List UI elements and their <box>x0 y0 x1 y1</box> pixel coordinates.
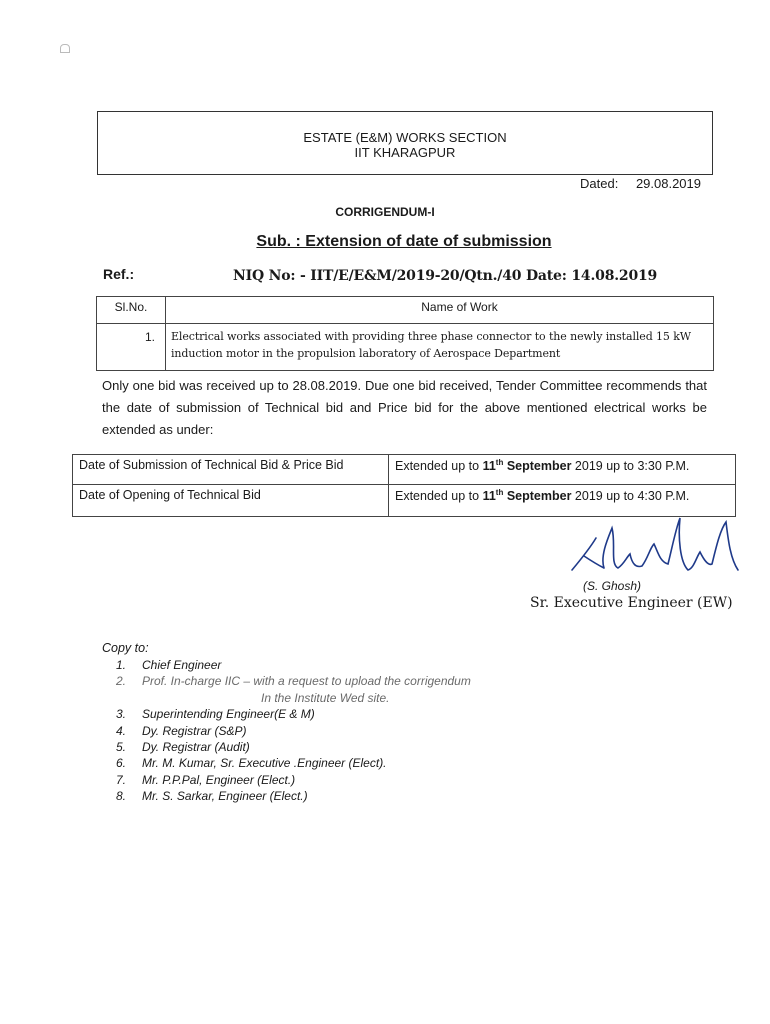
list-item: 7. Mr. P.P.Pal, Engineer (Elect.) <box>116 772 296 787</box>
sl-no-header: Sl.No. <box>97 297 166 324</box>
extension-value-cell: Extended up to 11th September 2019 up to 4:30 P.M. <box>389 485 736 517</box>
dated-value: 29.08.2019 <box>635 176 702 191</box>
name-of-work-header: Name of Work <box>166 297 714 324</box>
list-item: 8. Mr. S. Sarkar, Engineer (Elect.) <box>116 789 308 804</box>
niq-reference: NIQ No: - IIT/E/E&M/2019-20/Qtn./40 Date: 14.08.2019 <box>233 268 658 284</box>
list-item: 3. Superintending Engineer(E & M) <box>116 707 315 722</box>
signatory-name: (S. Ghosh) <box>583 579 642 593</box>
list-item: 1. Chief Engineer <box>116 658 222 672</box>
ref-label: Ref.: <box>103 266 135 282</box>
work-name-cell: Electrical works associated with providing three phase connector to the newly installed 15 kW induction motor in the propulsion laboratory of Aerospace Department <box>166 324 714 371</box>
body-paragraph: Only one bid was received up to 28.08.2019. Due one bid received, Tender Committee recommends that the date of submission of Technical bid and Price bid for the above mentioned electrical works be extended as under: <box>102 378 707 437</box>
work-table <box>96 296 714 371</box>
signatory-title: Sr. Executive Engineer (EW) <box>530 595 733 611</box>
scan-mark <box>60 44 70 53</box>
sl-no-cell: 1. <box>97 324 166 371</box>
dated-line <box>580 176 701 191</box>
work-table-header <box>97 297 714 324</box>
extension-value-cell: Extended up to 11th September 2019 up to 3:30 P.M. <box>389 455 736 485</box>
extension-label-cell: Date of Submission of Technical Bid & Price Bid <box>73 455 389 485</box>
dated-label: Dated: <box>580 176 619 191</box>
list-item: 5. Dy. Registrar (Audit) <box>116 740 250 755</box>
office-header-box <box>97 111 713 175</box>
extension-label-cell: Date of Opening of Technical Bid <box>73 485 389 517</box>
copy-to-list <box>116 657 471 805</box>
table-row <box>97 324 714 371</box>
subject-heading: Sub. : Extension of date of submission <box>256 233 552 250</box>
institute-name: IIT KHARAGPUR <box>354 145 456 160</box>
list-item: 4. Dy. Registrar (S&P) <box>116 723 247 738</box>
copy-to-label: Copy to: <box>102 641 149 655</box>
list-item: 2. Prof. In-charge IIC – with a request to upload the corrigendum <box>116 674 471 689</box>
list-item: 6. Mr. M. Kumar, Sr. Executive .Engineer (Elect). <box>116 756 387 771</box>
table-row <box>73 455 736 485</box>
list-item-continuation: In the Institute Wed site. <box>261 690 390 705</box>
office-name: ESTATE (E&M) WORKS SECTION <box>303 130 507 145</box>
corrigendum-heading: CORRIGENDUM-I <box>335 205 435 219</box>
